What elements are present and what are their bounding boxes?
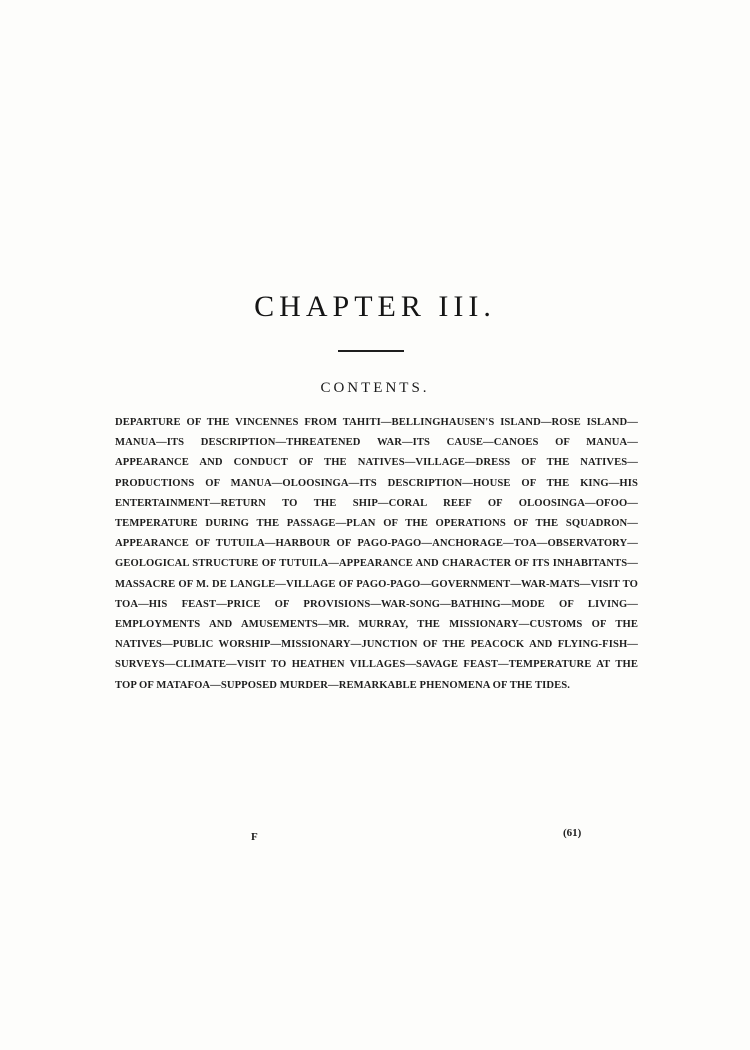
chapter-title: CHAPTER III. [254,290,496,323]
page-number: (61) [563,827,582,839]
title-divider-rule [338,350,404,352]
contents-heading: CONTENTS. [320,380,430,396]
printer-signature-mark: F [251,831,258,843]
contents-summary-text: DEPARTURE OF THE VINCENNES FROM TAHITI—BELLINGHAUSEN'S ISLAND—ROSE ISLAND—MANUA—ITS DESCRIPTION—THREATENED WAR—ITS CAUSE—CANOES OF MANUA—APPEARANCE AND CONDUCT OF THE NATIVES—VILLAGE—DRESS OF THE NATIVES—PRODUCTIONS OF MANUA—OLOOSINGA—ITS DESCRIPTION—HOUSE OF THE KING—HIS ENTERTAINMENT—RETURN TO THE SHIP—CORAL REEF OF OLOOSINGA—OFOO—TEMPERATURE DURING THE PASSAGE—PLAN OF THE OPERATIONS OF THE SQUADRON—APPEARANCE OF TUTUILA—HARBOUR OF PAGO-PAGO—ANCHORAGE—TOA—OBSERVATORY—GEOLOGICAL STRUCTURE OF TUTUILA—APPEARANCE AND CHARACTER OF ITS INHABITANTS—MASSACRE OF M. DE LANGLE—VILLAGE OF PAGO-PAGO—GOVERNMENT—WAR-MATS—VISIT TO TOA—HIS FEAST—PRICE OF PROVISIONS—WAR-SONG—BATHING—MODE OF LIVING—EMPLOYMENTS AND AMUSEMENTS—MR. MURRAY, THE MISSIONARY—CUSTOMS OF THE NATIVES—PUBLIC WORSHIP—MISSIONARY—JUNCTION OF THE PEACOCK AND FLYING-FISH—SURVEYS—CLIMATE—VISIT TO HEATHEN VILLAGES—SAVAGE FEAST—TEMPERATURE AT THE TOP OF MATAFOA—SUPPOSED MURDER—REMARKABLE PHENOMENA OF THE TIDES. [115,417,638,691]
